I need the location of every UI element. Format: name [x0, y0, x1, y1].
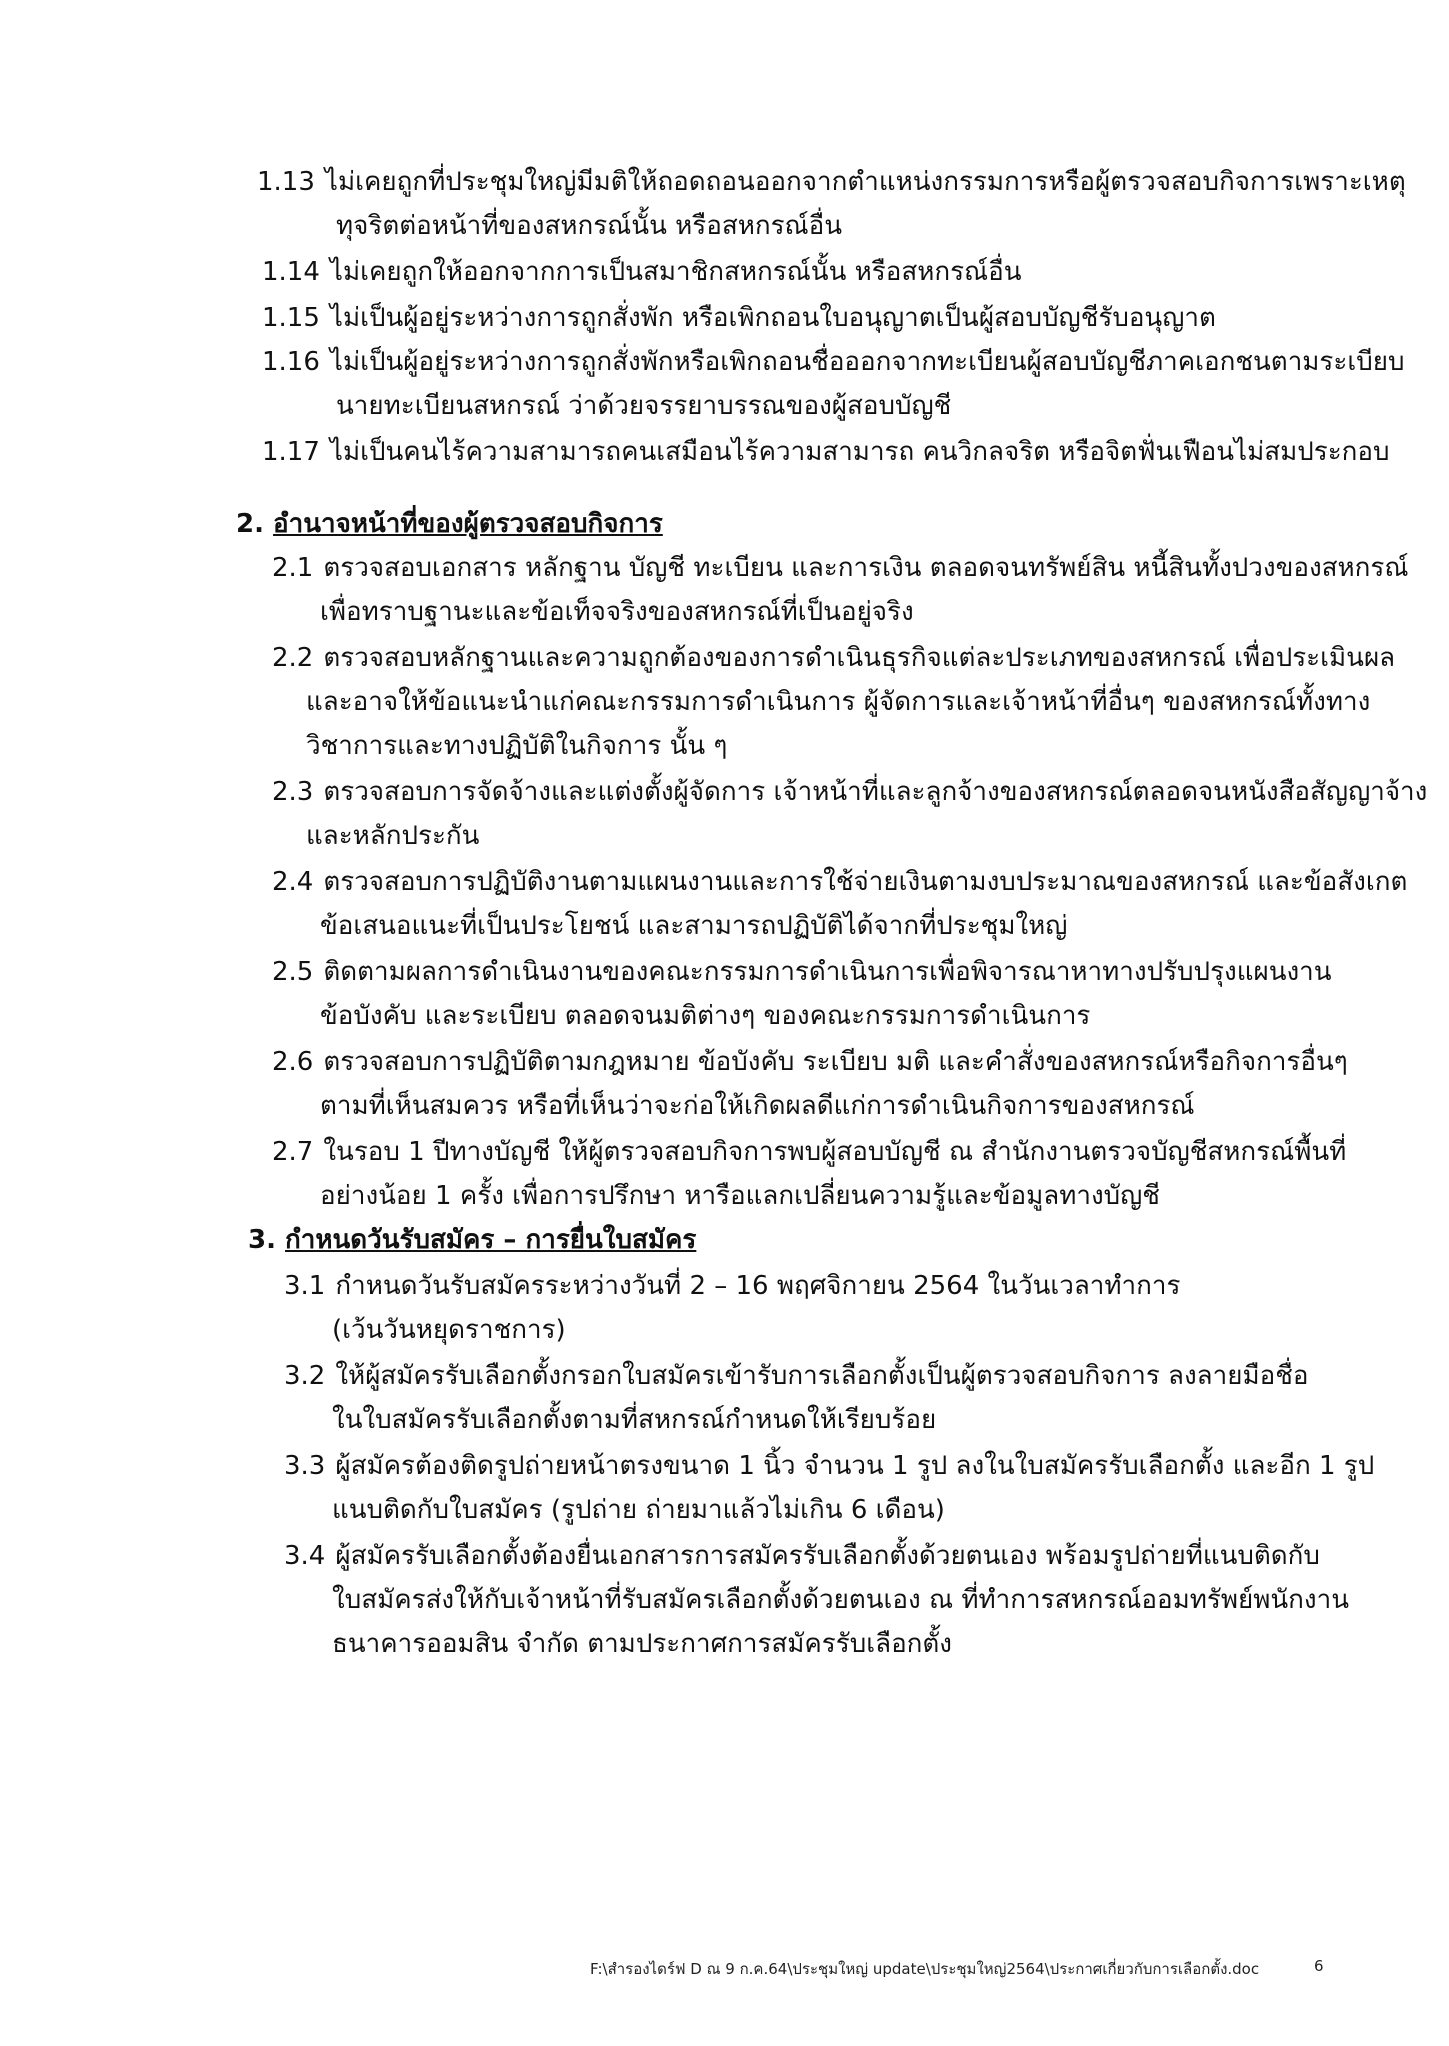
list-item: [262, 430, 1390, 474]
item-number: 2.6: [272, 1047, 314, 1077]
item-continuation: ทุจริตต่อหน้าที่ของสหกรณ์นั้น หรือสหกรณ์อื่น: [336, 211, 843, 241]
item-text: ตรวจสอบการปฏิบัติตามกฎหมาย ข้อบังคับ ระเบียบ มติ และคำสั่งของสหกรณ์หรือกิจการอื่นๆ: [323, 1047, 1348, 1077]
item-text: ไม่เป็นผู้อยู่ระหว่างการถูกสั่งพัก หรือเพิกถอนใบอนุญาตเป็นผู้สอบบัญชีรับอนุญาต: [329, 303, 1216, 333]
list-item: [257, 160, 1406, 204]
item-continuation: ใบสมัครส่งให้กับเจ้าหน้าที่รับสมัครเลือกตั้งด้วยตนเอง ณ ที่ทำการสหกรณ์ออมทรัพย์พนักงาน: [332, 1585, 1349, 1615]
item-number: 2.3: [272, 777, 314, 807]
item-number: 1.14: [262, 257, 320, 287]
list-item: [272, 636, 1395, 680]
section-heading: [248, 1218, 696, 1262]
item-text: ติดตามผลการดำเนินงานของคณะกรรมการดำเนินการเพื่อพิจารณาหาทางปรับปรุงแผนงาน: [323, 957, 1332, 987]
item-number: 2.4: [272, 867, 314, 897]
item-number: 3.2: [284, 1361, 326, 1391]
section-number: 2.: [236, 509, 264, 539]
item-text: ตรวจสอบเอกสาร หลักฐาน บัญชี ทะเบียน และการเงิน ตลอดจนทรัพย์สิน หนี้สินทั้งปวงของสหกรณ์: [323, 553, 1409, 583]
list-item: [262, 296, 1216, 340]
item-continuation: วิชาการและทางปฏิบัติในกิจการ นั้น ๆ: [306, 731, 728, 761]
list-item: [284, 1534, 1320, 1578]
section-title: อำนาจหน้าที่ของผู้ตรวจสอบกิจการ: [273, 509, 663, 539]
item-continuation: ในใบสมัครรับเลือกตั้งตามที่สหกรณ์กำหนดให้เรียบร้อย: [332, 1405, 937, 1435]
list-item: [284, 1444, 1374, 1488]
item-text: ตรวจสอบการปฏิบัติงานตามแผนงานและการใช้จ่ายเงินตามงบประมาณของสหกรณ์ และข้อสังเกต: [323, 867, 1408, 897]
item-text: ผู้สมัครต้องติดรูปถ่ายหน้าตรงขนาด 1 นิ้ว จำนวน 1 รูป ลงในใบสมัครรับเลือกตั้ง และอีก 1 รูป: [335, 1451, 1375, 1481]
item-text: ให้ผู้สมัครรับเลือกตั้งกรอกใบสมัครเข้ารับการเลือกตั้งเป็นผู้ตรวจสอบกิจการ ลงลายมือชื่อ: [335, 1361, 1309, 1391]
item-number: 1.13: [257, 167, 315, 197]
item-text: ไม่เป็นผู้อยู่ระหว่างการถูกสั่งพักหรือเพิกถอนชื่อออกจากทะเบียนผู้สอบบัญชีภาคเอกชนตามระเบียบ: [329, 347, 1405, 377]
item-number: 2.1: [272, 553, 314, 583]
list-item: [272, 860, 1407, 904]
item-continuation: และหลักประกัน: [306, 821, 480, 851]
list-item: [262, 340, 1405, 384]
item-number: 1.16: [262, 347, 320, 377]
item-number: 3.4: [284, 1541, 326, 1571]
item-text: กำหนดวันรับสมัครระหว่างวันที่ 2 – 16 พฤศจิกายน 2564 ในวันเวลาทำการ: [335, 1271, 1181, 1301]
item-continuation: (เว้นวันหยุดราชการ): [332, 1315, 566, 1345]
list-item: [272, 1130, 1346, 1174]
item-text: ตรวจสอบหลักฐานและความถูกต้องของการดำเนินธุรกิจแต่ละประเภทของสหกรณ์ เพื่อประเมินผล: [323, 643, 1396, 673]
section-heading: [236, 502, 663, 546]
section-title: กำหนดวันรับสมัคร – การยื่นใบสมัคร: [285, 1225, 697, 1255]
footer-page-number: 6: [1314, 1957, 1324, 1975]
item-text: ในรอบ 1 ปีทางบัญชี ให้ผู้ตรวจสอบกิจการพบผู้สอบบัญชี ณ สำนักงานตรวจบัญชีสหกรณ์พื้นที่: [323, 1137, 1347, 1167]
item-continuation: ข้อเสนอแนะที่เป็นประโยชน์ และสามารถปฏิบัติได้จากที่ประชุมใหญ่: [320, 911, 1068, 941]
item-continuation: อย่างน้อย 1 ครั้ง เพื่อการปรึกษา หารือแลกเปลี่ยนความรู้และข้อมูลทางบัญชี: [320, 1181, 1160, 1211]
item-number: 1.15: [262, 303, 320, 333]
list-item: [284, 1354, 1308, 1398]
item-number: 3.1: [284, 1271, 326, 1301]
list-item: [272, 950, 1332, 994]
item-text: ไม่เป็นคนไร้ความสามารถคนเสมือนไร้ความสามารถ คนวิกลจริต หรือจิตฟั่นเฟือนไม่สมประกอบ: [329, 437, 1390, 467]
list-item: [272, 546, 1409, 590]
list-item: [272, 770, 1427, 814]
list-item: [262, 250, 1022, 294]
item-continuation: เพื่อทราบฐานะและข้อเท็จจริงของสหกรณ์ที่เป็นอยู่จริง: [320, 597, 914, 627]
item-continuation: ข้อบังคับ และระเบียบ ตลอดจนมติต่างๆ ของคณะกรรมการดำเนินการ: [320, 1001, 1091, 1031]
item-continuation: ธนาคารออมสิน จำกัด ตามประกาศการสมัครรับเลือกตั้ง: [332, 1629, 953, 1659]
item-continuation: นายทะเบียนสหกรณ์ ว่าด้วยจรรยาบรรณของผู้สอบบัญชี: [336, 391, 952, 421]
item-continuation: แนบติดกับใบสมัคร (รูปถ่าย ถ่ายมาแล้วไม่เกิน 6 เดือน): [332, 1495, 945, 1525]
item-continuation: ตามที่เห็นสมควร หรือที่เห็นว่าจะก่อให้เกิดผลดีแก่การดำเนินกิจการของสหกรณ์: [320, 1091, 1195, 1121]
item-number: 3.3: [284, 1451, 326, 1481]
item-continuation: และอาจให้ข้อแนะนำแก่คณะกรรมการดำเนินการ ผู้จัดการและเจ้าหน้าที่อื่นๆ ของสหกรณ์ทั้งทาง: [306, 687, 1371, 717]
item-text: ไม่เคยถูกให้ออกจากการเป็นสมาชิกสหกรณ์นั้น หรือสหกรณ์อื่น: [329, 257, 1022, 287]
section-number: 3.: [248, 1225, 276, 1255]
footer-file-path: F:\สำรองไดร์ฟ D ณ 9 ก.ค.64\ประชุมใหญ่ update\ประชุมใหญ่2564\ประกาศเกี่ยวกับการเลือกตั้ง.doc: [590, 1960, 1260, 1978]
item-number: 2.7: [272, 1137, 314, 1167]
list-item: [272, 1040, 1348, 1084]
item-number: 1.17: [262, 437, 320, 467]
item-text: ตรวจสอบการจัดจ้างและแต่งตั้งผู้จัดการ เจ้าหน้าที่และลูกจ้างของสหกรณ์ตลอดจนหนังสือสัญญาจ้าง: [323, 777, 1428, 807]
item-number: 2.5: [272, 957, 314, 987]
item-number: 2.2: [272, 643, 314, 673]
list-item: [284, 1264, 1180, 1308]
item-text: ไม่เคยถูกที่ประชุมใหญ่มีมติให้ถอดถอนออกจากตำแหน่งกรรมการหรือผู้ตรวจสอบกิจการเพราะเหตุ: [324, 167, 1406, 197]
item-text: ผู้สมัครรับเลือกตั้งต้องยื่นเอกสารการสมัครรับเลือกตั้งด้วยตนเอง พร้อมรูปถ่ายที่แนบติดกับ: [335, 1541, 1320, 1571]
